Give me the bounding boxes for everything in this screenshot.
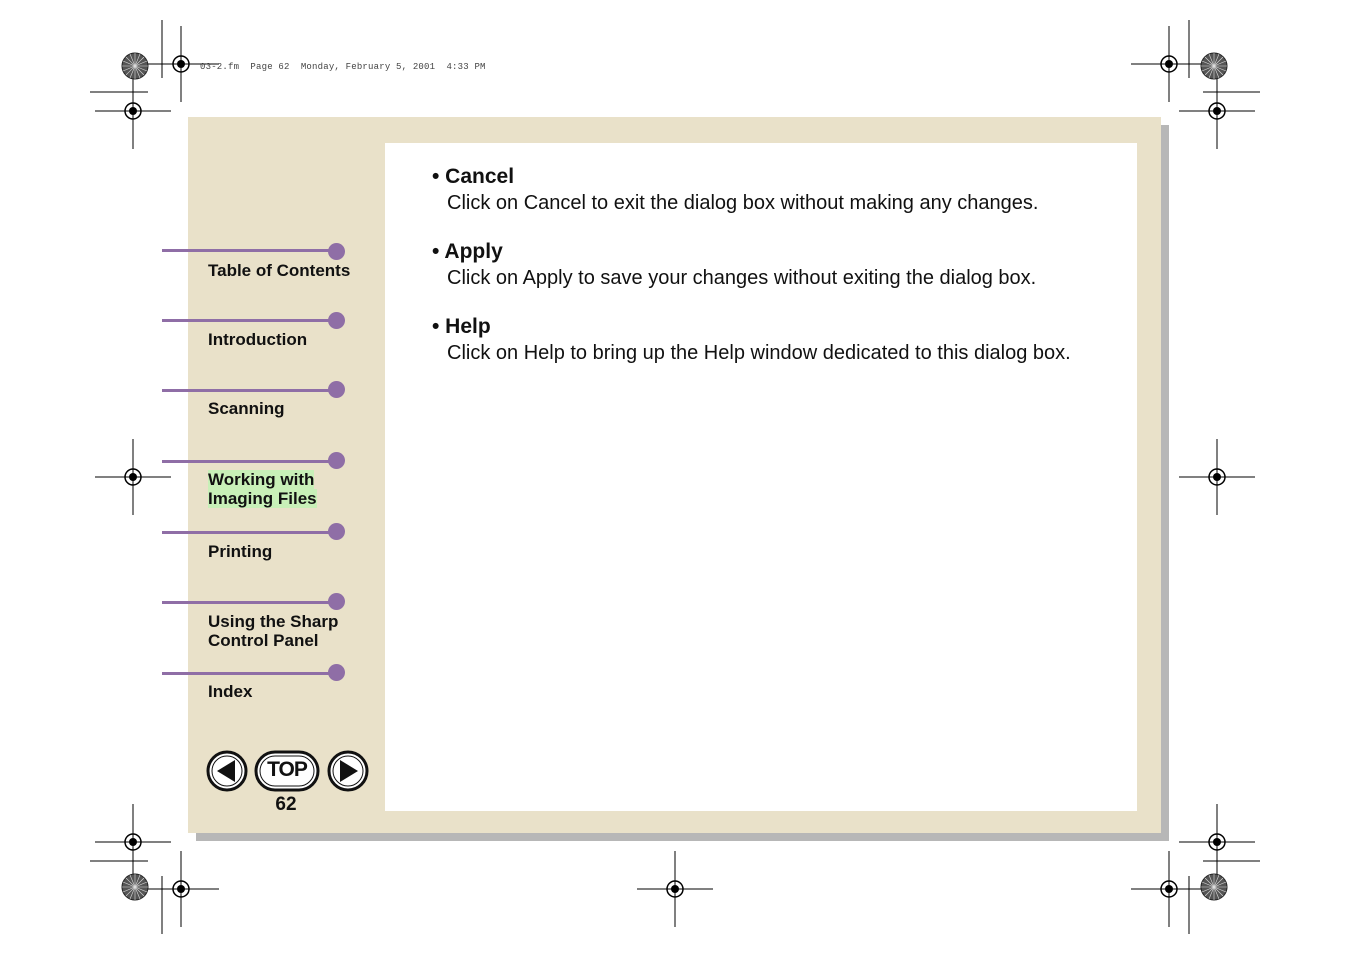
- entry-description: Click on Cancel to exit the dialog box without making any changes.: [447, 192, 1039, 214]
- entry-apply: [432, 240, 1122, 290]
- top-button-label: TOP: [267, 758, 307, 781]
- page-number: 62: [275, 794, 297, 815]
- entry-cancel: [432, 165, 1122, 215]
- nav-printing[interactable]: Printing: [208, 542, 273, 561]
- nav-scanning[interactable]: Scanning: [208, 399, 285, 418]
- nav-dot: [328, 381, 345, 398]
- entry-description: Click on Help to bring up the Help window dedicated to this dialog box.: [447, 342, 1071, 364]
- nav-dot: [328, 243, 345, 260]
- nav-dot: [328, 523, 345, 540]
- nav-index[interactable]: Index: [208, 682, 253, 701]
- nav-divider: [162, 601, 337, 604]
- next-arrow-icon: [327, 750, 369, 792]
- nav-dot: [328, 312, 345, 329]
- nav-dot: [328, 452, 345, 469]
- nav-divider: [162, 319, 337, 322]
- entry-term: • Cancel: [432, 165, 515, 188]
- prev-page-button[interactable]: [206, 750, 248, 797]
- entry-term: • Apply: [432, 240, 503, 263]
- nav-divider: [162, 249, 337, 252]
- nav-dot: [328, 593, 345, 610]
- nav-dot: [328, 664, 345, 681]
- nav-divider: [162, 531, 337, 534]
- nav-using-the-sharp-control-panel[interactable]: [208, 612, 338, 650]
- nav-label-line: Working with: [208, 470, 315, 489]
- entry-description: Click on Apply to save your changes without exiting the dialog box.: [447, 267, 1037, 289]
- nav-label-line: Using the Sharp: [208, 612, 339, 631]
- print-slug: 03-2.fm Page 62 Monday, February 5, 2001 4:33 PM: [200, 62, 486, 72]
- top-button[interactable]: [254, 750, 320, 797]
- nav-working-with-imaging-files[interactable]: [208, 470, 317, 508]
- nav-label-line: Control Panel: [208, 631, 319, 650]
- nav-divider: [162, 672, 337, 675]
- nav-table-of-contents[interactable]: Table of Contents: [208, 261, 351, 280]
- nav-label-line: Imaging Files: [208, 489, 317, 508]
- entry-help: [432, 315, 1122, 365]
- nav-divider: [162, 389, 337, 392]
- nav-divider: [162, 460, 337, 463]
- nav-introduction[interactable]: Introduction: [208, 330, 308, 349]
- next-page-button[interactable]: [327, 750, 369, 797]
- prev-arrow-icon: [206, 750, 248, 792]
- entry-term: • Help: [432, 315, 491, 338]
